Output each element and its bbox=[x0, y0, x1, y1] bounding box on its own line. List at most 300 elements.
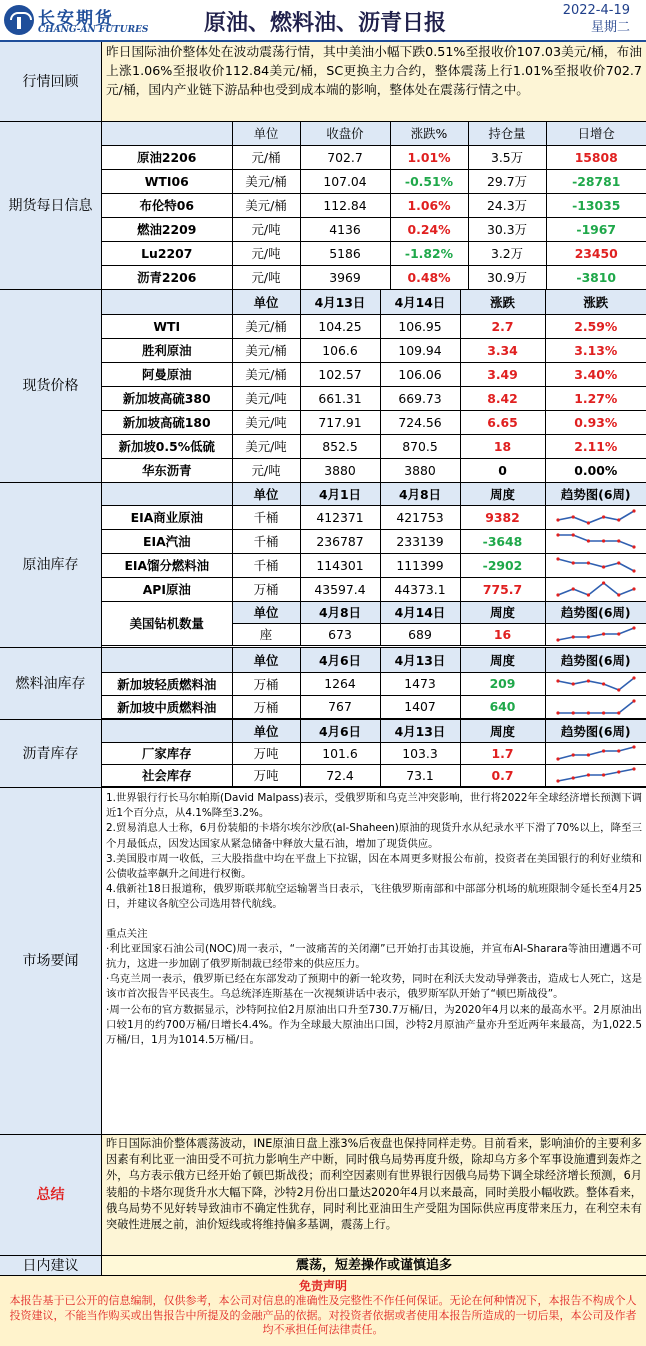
asphalt_inv-header-3: 周度 bbox=[460, 720, 545, 742]
futures-row bbox=[102, 217, 646, 241]
rig-header-0: 单位 bbox=[232, 601, 300, 623]
spot-header-0: 单位 bbox=[232, 290, 300, 314]
crude-inventory-trend-point bbox=[571, 533, 574, 536]
fuel-inventory-row bbox=[102, 672, 646, 695]
asphalt_inv-header-blank bbox=[102, 720, 232, 742]
spot-table bbox=[102, 290, 646, 483]
advice-text: 震荡，短差操作或谨慎追多 bbox=[102, 1256, 646, 1275]
crude_inv-header-blank bbox=[102, 483, 232, 505]
crude-inventory-day1: 236787 bbox=[300, 529, 380, 553]
crude-inventory-trend-chart bbox=[554, 532, 638, 550]
asphalt-inventory-trend-point bbox=[617, 770, 620, 773]
futures-header-4: 日增仓 bbox=[546, 122, 646, 145]
crude-inventory-trend-cell bbox=[545, 529, 646, 553]
summary-label: 总结 bbox=[0, 1135, 102, 1255]
fuel-inventory-trend-line bbox=[558, 678, 634, 690]
futures-name: WTI06 bbox=[102, 169, 232, 193]
spot-change: 3.49 bbox=[460, 362, 545, 386]
asphalt-inventory-trend-point bbox=[571, 753, 574, 756]
futures-close: 107.04 bbox=[300, 169, 390, 193]
review-label: 行情回顾 bbox=[0, 42, 102, 121]
futures-open-interest: 30.9万 bbox=[468, 265, 546, 289]
crude-inventory-trend-point bbox=[571, 587, 574, 590]
futures-daily-add: 15808 bbox=[546, 145, 646, 169]
spot-change-pct: 2.59% bbox=[545, 314, 646, 338]
spot-unit: 美元/吨 bbox=[232, 434, 300, 458]
spot-day1: 852.5 bbox=[300, 434, 380, 458]
rig-weekly-change: 16 bbox=[460, 623, 545, 645]
news-item-2: 2.贸易消息人士称，6月份装船的卡塔尔埃尔沙欣(al-Shaheen)原油的现货升水从纪录水平下滑了70%以上，降至三个月最低点，因发达国家从紧急储备中释放大量石油，增加了现货供应。 bbox=[106, 822, 642, 850]
crude_inv-header-1: 4月1日 bbox=[300, 483, 380, 505]
asphalt-inventory-weekly-change: 0.7 bbox=[460, 764, 545, 786]
futures-unit: 元/吨 bbox=[232, 217, 300, 241]
spot-day2: 870.5 bbox=[380, 434, 460, 458]
futures-open-interest: 29.7万 bbox=[468, 169, 546, 193]
spot-day2: 109.94 bbox=[380, 338, 460, 362]
futures-change-pct: 1.06% bbox=[390, 193, 468, 217]
crude-inventory-trend-point bbox=[617, 593, 620, 596]
fuel_inv-header-0: 单位 bbox=[232, 648, 300, 672]
asphalt-inventory-row bbox=[102, 764, 646, 786]
rig-trend-point bbox=[587, 635, 590, 638]
futures-daily-add: -13035 bbox=[546, 193, 646, 217]
fuel-inventory-name: 新加坡轻质燃料油 bbox=[102, 672, 232, 695]
crude-inventory-trend-chart bbox=[554, 580, 638, 598]
futures-row bbox=[102, 169, 646, 193]
spot-unit: 美元/吨 bbox=[232, 410, 300, 434]
rig-trend-point bbox=[602, 632, 605, 635]
asphalt-inventory-trend-point bbox=[587, 773, 590, 776]
crude_inv-header-2: 4月8日 bbox=[380, 483, 460, 505]
summary-section bbox=[0, 1135, 646, 1256]
fuel-inventory-table bbox=[102, 648, 646, 719]
crude-inventory-day1: 114301 bbox=[300, 553, 380, 577]
futures-header-row bbox=[102, 122, 646, 145]
crude-inventory-trend-point bbox=[632, 569, 635, 572]
fuel-inventory-trend-cell bbox=[545, 695, 646, 718]
crude_inv-header-4: 趋势图(6周) bbox=[545, 483, 646, 505]
spot-day2: 669.73 bbox=[380, 386, 460, 410]
spot-unit: 美元/桶 bbox=[232, 314, 300, 338]
fuel-inventory-trend-point bbox=[602, 711, 605, 714]
fuel-inventory-trend-point bbox=[587, 711, 590, 714]
fuel-inventory-trend-point bbox=[632, 699, 635, 702]
asphalt-inventory-trend-point bbox=[602, 773, 605, 776]
spot-name: 新加坡0.5%低硫 bbox=[102, 434, 232, 458]
rig-trend-line bbox=[558, 628, 634, 640]
fuel_inv-header-row bbox=[102, 648, 646, 672]
fuel-inventory-unit: 万桶 bbox=[232, 672, 300, 695]
news-focus-title: 重点关注 bbox=[106, 927, 148, 940]
spot-unit: 美元/桶 bbox=[232, 362, 300, 386]
spot-header-4: 涨跌 bbox=[545, 290, 646, 314]
crude-inventory-day1: 412371 bbox=[300, 505, 380, 529]
crude-inventory-trend-point bbox=[632, 587, 635, 590]
asphalt-inventory-weekly-change: 1.7 bbox=[460, 742, 545, 764]
spot-name: 华东沥青 bbox=[102, 458, 232, 482]
spot-day2: 106.95 bbox=[380, 314, 460, 338]
asphalt-inventory-trend-line bbox=[558, 747, 634, 759]
spot-change-pct: 1.27% bbox=[545, 386, 646, 410]
crude-inventory-row bbox=[102, 577, 646, 601]
fuel-inventory-trend-chart bbox=[554, 675, 638, 693]
asphalt-inventory-trend-point bbox=[632, 767, 635, 770]
futures-unit: 元/桶 bbox=[232, 145, 300, 169]
asphalt-inventory-trend-point bbox=[556, 757, 559, 760]
futures-row bbox=[102, 145, 646, 169]
asphalt-inventory-trend-point bbox=[556, 779, 559, 782]
spot-row bbox=[102, 458, 646, 482]
disclaimer-title: 免责声明 bbox=[298, 1279, 347, 1293]
crude-inventory-unit: 千桶 bbox=[232, 553, 300, 577]
fuel-inventory-day1: 767 bbox=[300, 695, 380, 718]
futures-name: 布伦特06 bbox=[102, 193, 232, 217]
fuel-inventory-name: 新加坡中质燃料油 bbox=[102, 695, 232, 718]
spot-day2: 3880 bbox=[380, 458, 460, 482]
rig-trend-cell bbox=[545, 623, 646, 645]
spot-change: 6.65 bbox=[460, 410, 545, 434]
spot-row bbox=[102, 338, 646, 362]
fuel-inventory-trend-point bbox=[587, 679, 590, 682]
futures-row bbox=[102, 265, 646, 289]
crude_inv-header-row bbox=[102, 483, 646, 505]
fuel-inventory-trend-point bbox=[571, 682, 574, 685]
fuel-inventory-trend-point bbox=[617, 711, 620, 714]
spot-section bbox=[0, 290, 646, 483]
crude-inventory-day2: 44373.1 bbox=[380, 577, 460, 601]
rig-header-2: 4月14日 bbox=[380, 601, 460, 623]
company-logo bbox=[4, 3, 149, 39]
spot-row bbox=[102, 362, 646, 386]
asphalt-inventory-unit: 万吨 bbox=[232, 764, 300, 786]
crude-inventory-weekly-change: 9382 bbox=[460, 505, 545, 529]
asphalt-inventory-day2: 103.3 bbox=[380, 742, 460, 764]
asphalt-inventory-label: 沥青库存 bbox=[0, 720, 102, 787]
spot-change-pct: 0.93% bbox=[545, 410, 646, 434]
spot-row bbox=[102, 434, 646, 458]
spot-name: 新加坡高硫180 bbox=[102, 410, 232, 434]
crude_inv-header-0: 单位 bbox=[232, 483, 300, 505]
news-section bbox=[0, 788, 646, 1135]
rig-trend-point bbox=[632, 626, 635, 629]
crude-inventory-weekly-change: 775.7 bbox=[460, 577, 545, 601]
crude-inventory-trend-point bbox=[617, 561, 620, 564]
crude_inv-header-3: 周度 bbox=[460, 483, 545, 505]
asphalt-inventory-table bbox=[102, 720, 646, 787]
futures-header-0: 单位 bbox=[232, 122, 300, 145]
crude-inventory-name: API原油 bbox=[102, 577, 232, 601]
fuel-inventory-trend-line bbox=[558, 701, 634, 713]
news-label: 市场要闻 bbox=[0, 788, 102, 1134]
futures-row bbox=[102, 241, 646, 265]
crude-inventory-day1: 43597.4 bbox=[300, 577, 380, 601]
fuel-inventory-trend-point bbox=[617, 688, 620, 691]
spot-change: 3.34 bbox=[460, 338, 545, 362]
rig-trend-point bbox=[556, 638, 559, 641]
crude-inventory-trend-point bbox=[587, 561, 590, 564]
fuel-inventory-weekly-change: 640 bbox=[460, 695, 545, 718]
crude-inventory-trend-line bbox=[558, 559, 634, 571]
crude-inventory-trend-point bbox=[587, 593, 590, 596]
fuel-inventory-trend-chart bbox=[554, 698, 638, 716]
crude-inventory-row bbox=[102, 553, 646, 577]
futures-open-interest: 3.2万 bbox=[468, 241, 546, 265]
crude-inventory-trend-line bbox=[558, 535, 634, 547]
spot-day2: 724.56 bbox=[380, 410, 460, 434]
crude-inventory-name: EIA汽油 bbox=[102, 529, 232, 553]
spot-name: 新加坡高硫380 bbox=[102, 386, 232, 410]
futures-change-pct: 1.01% bbox=[390, 145, 468, 169]
crude-inventory-trend-point bbox=[556, 593, 559, 596]
news-focus-item-2: ·乌克兰周一表示，俄罗斯已经在东部发动了预期中的新一轮攻势，同时在利沃夫发动导弹袭击，造成七人死亡，这是该市首次报告平民丧生。乌总统泽连斯基在一次视频讲话中表示，俄罗斯军队开始了“顿巴斯战役”。 bbox=[106, 973, 642, 1001]
crude-inventory-trend-point bbox=[602, 515, 605, 518]
crude-inventory-unit: 万桶 bbox=[232, 577, 300, 601]
crude-inventory-section bbox=[0, 483, 646, 648]
fuel-inventory-section bbox=[0, 648, 646, 720]
futures-daily-add: -3810 bbox=[546, 265, 646, 289]
futures-change-pct: -0.51% bbox=[390, 169, 468, 193]
asphalt-inventory-section bbox=[0, 720, 646, 788]
logo-english-name: CHANG-AN FUTURES bbox=[38, 25, 149, 35]
spot-name: WTI bbox=[102, 314, 232, 338]
advice-label: 日内建议 bbox=[0, 1256, 102, 1275]
spot-change: 18 bbox=[460, 434, 545, 458]
futures-name: 燃油2209 bbox=[102, 217, 232, 241]
futures-unit: 美元/桶 bbox=[232, 169, 300, 193]
report-date: 2022-4-19 bbox=[562, 3, 630, 18]
fuel-inventory-day1: 1264 bbox=[300, 672, 380, 695]
asphalt-inventory-trend-point bbox=[587, 753, 590, 756]
futures-close: 4136 bbox=[300, 217, 390, 241]
spot-header-1: 4月13日 bbox=[300, 290, 380, 314]
crude-inventory-trend-chart bbox=[554, 508, 638, 526]
fuel-inventory-trend-point bbox=[556, 679, 559, 682]
futures-name: 原油2206 bbox=[102, 145, 232, 169]
fuel_inv-header-1: 4月6日 bbox=[300, 648, 380, 672]
futures-change-pct: -1.82% bbox=[390, 241, 468, 265]
rig-trend-point bbox=[571, 635, 574, 638]
futures-header-1: 收盘价 bbox=[300, 122, 390, 145]
crude-inventory-trend-point bbox=[602, 539, 605, 542]
fuel_inv-header-3: 周度 bbox=[460, 648, 545, 672]
spot-day1: 3880 bbox=[300, 458, 380, 482]
fuel-inventory-weekly-change: 209 bbox=[460, 672, 545, 695]
futures-header-3: 持仓量 bbox=[468, 122, 546, 145]
futures-close: 3969 bbox=[300, 265, 390, 289]
futures-daily-add: 23450 bbox=[546, 241, 646, 265]
crude-inventory-trend-point bbox=[632, 509, 635, 512]
report-header bbox=[0, 0, 646, 42]
futures-close: 112.84 bbox=[300, 193, 390, 217]
crude-inventory-trend-cell bbox=[545, 505, 646, 529]
news-item-4: 4.俄新社18日报道称，俄罗斯联邦航空运输署当日表示，飞往俄罗斯南部和中部部分机场的航班限制令延长至4月25日，并建议各航空公司选用替代航线。 bbox=[106, 883, 642, 911]
spot-header-3: 涨跌 bbox=[460, 290, 545, 314]
crude-inventory-row bbox=[102, 529, 646, 553]
futures-section bbox=[0, 122, 646, 290]
logo-emblem-icon bbox=[4, 5, 34, 35]
crude-inventory-name: EIA商业原油 bbox=[102, 505, 232, 529]
asphalt-inventory-trend-cell bbox=[545, 742, 646, 764]
fuel-inventory-trend-cell bbox=[545, 672, 646, 695]
review-section bbox=[0, 42, 646, 122]
news-focus-item-3: ·周一公布的官方数据显示，沙特阿拉伯2月原油出口升至730.7万桶/日，为2020年4月以来的最高水平。2月原油出口较1月的约700万桶/日增长4.4%。作为全球最大原油出口国，沙特2月原油产量亦升至近两年来最高，为1,022.5万桶/日，1月为1014.5万桶/日。 bbox=[106, 1003, 642, 1047]
spot-change: 2.7 bbox=[460, 314, 545, 338]
asphalt_inv-header-1: 4月6日 bbox=[300, 720, 380, 742]
futures-unit: 元/吨 bbox=[232, 265, 300, 289]
spot-change-pct: 0.00% bbox=[545, 458, 646, 482]
futures-close: 702.7 bbox=[300, 145, 390, 169]
crude-inventory-trend-point bbox=[602, 581, 605, 584]
futures-header-blank bbox=[102, 122, 232, 145]
news-item-1: 1.世界银行行长马尔帕斯(David Malpass)表示，受俄罗斯和乌克兰冲突影响，世行将2022年全球经济增长预测下调近1个百分点，从4.1%降至3.2%。 bbox=[106, 792, 642, 820]
crude-inventory-trend-point bbox=[602, 565, 605, 568]
futures-name: Lu2207 bbox=[102, 241, 232, 265]
fuel-inventory-row bbox=[102, 695, 646, 718]
rig-day2: 689 bbox=[380, 623, 460, 645]
crude-inventory-trend-cell bbox=[545, 577, 646, 601]
asphalt-inventory-trend-chart bbox=[554, 744, 638, 762]
asphalt_inv-header-4: 趋势图(6周) bbox=[545, 720, 646, 742]
news-body bbox=[102, 788, 646, 1051]
crude-inventory-trend-point bbox=[556, 557, 559, 560]
spot-day1: 661.31 bbox=[300, 386, 380, 410]
fuel-inventory-day2: 1473 bbox=[380, 672, 460, 695]
rig-header-4: 趋势图(6周) bbox=[545, 601, 646, 623]
spot-unit: 美元/桶 bbox=[232, 338, 300, 362]
crude-inventory-weekly-change: -2902 bbox=[460, 553, 545, 577]
asphalt_inv-header-0: 单位 bbox=[232, 720, 300, 742]
futures-header-2: 涨跌% bbox=[390, 122, 468, 145]
futures-name: 沥青2206 bbox=[102, 265, 232, 289]
summary-text: 昨日国际油价整体震荡波动，INE原油日盘上涨3%后夜盘也保持同样走势。目前看来，影响油价的主要利多因素有利比亚一油田受不可抗力影响生产中断，同时俄乌局势再度升级，除却乌方多个军事设施遭到轰炸之外，乌方表示俄方已经开始了顿巴斯战役；而利空因素则有世界银行因俄乌局势下调全球经济增长预测，6月装船的卡塔尔现货升水大幅下降，沙特2月份出口量达2020年4月以来最高，同时美股小幅收跌。整体看来，俄乌局势不见好转导致油市不确定性犹存，同时利比亚油田生产受阻为国际供应再度带来压力，在利空未有突破性进展之前，油价短线或将维持偏多基调，震荡上行。 bbox=[106, 1137, 642, 1232]
fuel-inventory-trend-point bbox=[602, 682, 605, 685]
asphalt-inventory-name: 社会库存 bbox=[102, 764, 232, 786]
logo-chinese-name: 长安期货 bbox=[38, 9, 114, 29]
spot-header-2: 4月14日 bbox=[380, 290, 460, 314]
spot-change-pct: 3.13% bbox=[545, 338, 646, 362]
spot-label: 现货价格 bbox=[0, 290, 102, 482]
news-focus-item-1: ·利比亚国家石油公司(NOC)周一表示，“一波痛苦的关闭潮”已开始打击其设施，并宣布Al-Sharara等油田遭遇不可抗力，这进一步加剧了俄罗斯制裁已经带来的供应压力。 bbox=[106, 942, 642, 971]
asphalt-inventory-trend-point bbox=[571, 776, 574, 779]
crude-inventory-trend-point bbox=[632, 545, 635, 548]
asphalt-inventory-trend-cell bbox=[545, 764, 646, 786]
fuel_inv-header-2: 4月13日 bbox=[380, 648, 460, 672]
asphalt-inventory-day1: 72.4 bbox=[300, 764, 380, 786]
disclaimer-section bbox=[0, 1276, 646, 1346]
futures-open-interest: 30.3万 bbox=[468, 217, 546, 241]
asphalt-inventory-trend-line bbox=[558, 769, 634, 781]
disclaimer-text: 本报告基于已公开的信息编制，仅供参考，本公司对信息的准确性及完整性不作任何保证。无论在何种情况下，本报告不构成个人投资建议，不能当作购买或出售报告中所提及的金融产品的依据。对投资者依据或者使用本报告所造成的一切后果，本公司及作者均不承担任何法律责任。 bbox=[9, 1294, 637, 1336]
fuel-inventory-trend-point bbox=[571, 711, 574, 714]
futures-label: 期货每日信息 bbox=[0, 122, 102, 289]
crude-inventory-label: 原油库存 bbox=[0, 483, 102, 647]
spot-day1: 102.57 bbox=[300, 362, 380, 386]
asphalt-inventory-day2: 73.1 bbox=[380, 764, 460, 786]
crude-inventory-trend-point bbox=[556, 533, 559, 536]
crude-inventory-weekly-change: -3648 bbox=[460, 529, 545, 553]
crude-inventory-unit: 千桶 bbox=[232, 505, 300, 529]
futures-open-interest: 3.5万 bbox=[468, 145, 546, 169]
asphalt-inventory-trend-point bbox=[602, 749, 605, 752]
futures-change-pct: 0.24% bbox=[390, 217, 468, 241]
spot-row bbox=[102, 386, 646, 410]
asphalt_inv-header-2: 4月13日 bbox=[380, 720, 460, 742]
rig-trend-point bbox=[617, 632, 620, 635]
fuel-inventory-trend-point bbox=[632, 676, 635, 679]
spot-row bbox=[102, 314, 646, 338]
spot-change-pct: 3.40% bbox=[545, 362, 646, 386]
spot-change: 8.42 bbox=[460, 386, 545, 410]
futures-close: 5186 bbox=[300, 241, 390, 265]
rig-name: 美国钻机数量 bbox=[102, 601, 232, 645]
spot-day1: 106.6 bbox=[300, 338, 380, 362]
crude-inventory-trend-point bbox=[571, 515, 574, 518]
spot-day1: 717.91 bbox=[300, 410, 380, 434]
spot-name: 阿曼原油 bbox=[102, 362, 232, 386]
spot-row bbox=[102, 410, 646, 434]
fuel_inv-header-4: 趋势图(6周) bbox=[545, 648, 646, 672]
fuel-inventory-label: 燃料油库存 bbox=[0, 648, 102, 719]
rig-unit: 座 bbox=[232, 623, 300, 645]
report-date-block bbox=[563, 2, 630, 36]
crude-inventory-unit: 千桶 bbox=[232, 529, 300, 553]
spot-unit: 美元/吨 bbox=[232, 386, 300, 410]
report-weekday: 星期二 bbox=[590, 20, 630, 35]
asphalt-inventory-name: 厂家库存 bbox=[102, 742, 232, 764]
futures-unit: 元/吨 bbox=[232, 241, 300, 265]
crude-inventory-trend-chart bbox=[554, 556, 638, 574]
crude-inventory-trend-line bbox=[558, 583, 634, 595]
rig-header-1: 4月8日 bbox=[300, 601, 380, 623]
crude-inventory-trend-line bbox=[558, 511, 634, 523]
futures-daily-add: -28781 bbox=[546, 169, 646, 193]
rig-day1: 673 bbox=[300, 623, 380, 645]
asphalt-inventory-trend-point bbox=[632, 745, 635, 748]
rig-header-row bbox=[102, 601, 646, 623]
futures-table bbox=[102, 122, 646, 290]
advice-section bbox=[0, 1256, 646, 1276]
asphalt-inventory-day1: 101.6 bbox=[300, 742, 380, 764]
spot-name: 胜利原油 bbox=[102, 338, 232, 362]
asphalt-inventory-trend-chart bbox=[554, 766, 638, 784]
futures-change-pct: 0.48% bbox=[390, 265, 468, 289]
spot-header-blank bbox=[102, 290, 232, 314]
crude-inventory-day2: 111399 bbox=[380, 553, 460, 577]
spot-header-row bbox=[102, 290, 646, 314]
spot-change-pct: 2.11% bbox=[545, 434, 646, 458]
rig-header-3: 周度 bbox=[460, 601, 545, 623]
crude-inventory-day2: 421753 bbox=[380, 505, 460, 529]
crude-inventory-trend-point bbox=[587, 521, 590, 524]
crude-inventory-trend-point bbox=[617, 518, 620, 521]
asphalt-inventory-trend-point bbox=[617, 749, 620, 752]
crude-inventory-trend-cell bbox=[545, 553, 646, 577]
asphalt-inventory-unit: 万吨 bbox=[232, 742, 300, 764]
asphalt-inventory-row bbox=[102, 742, 646, 764]
futures-unit: 美元/桶 bbox=[232, 193, 300, 217]
fuel-inventory-trend-point bbox=[556, 711, 559, 714]
crude-inventory-day2: 233139 bbox=[380, 529, 460, 553]
crude-inventory-name: EIA馏分燃料油 bbox=[102, 553, 232, 577]
rig-trend-chart bbox=[554, 625, 638, 643]
crude-inventory-trend-point bbox=[617, 539, 620, 542]
crude-inventory-trend-point bbox=[587, 539, 590, 542]
news-item-3: 3.美国股市周一收低，三大股指盘中均在平盘上下拉锯，因在本周更多财报公布前，投资者在美国银行的利好业绩和公债收益率飙升之间进行权衡。 bbox=[106, 852, 642, 881]
futures-open-interest: 24.3万 bbox=[468, 193, 546, 217]
crude-inventory-trend-point bbox=[556, 518, 559, 521]
review-text: 昨日国际油价整体处在波动震荡行情，其中美油小幅下跌0.51%至报收价107.03美元/桶，布油上涨1.06%至报收价112.84美元/桶，SC更换主力合约，整体震荡上行1.01%至报收价702.7元/桶，国内产业链下游品种也受到成本端的影响，整体处在震荡行情之中。 bbox=[106, 44, 642, 97]
fuel-inventory-day2: 1407 bbox=[380, 695, 460, 718]
